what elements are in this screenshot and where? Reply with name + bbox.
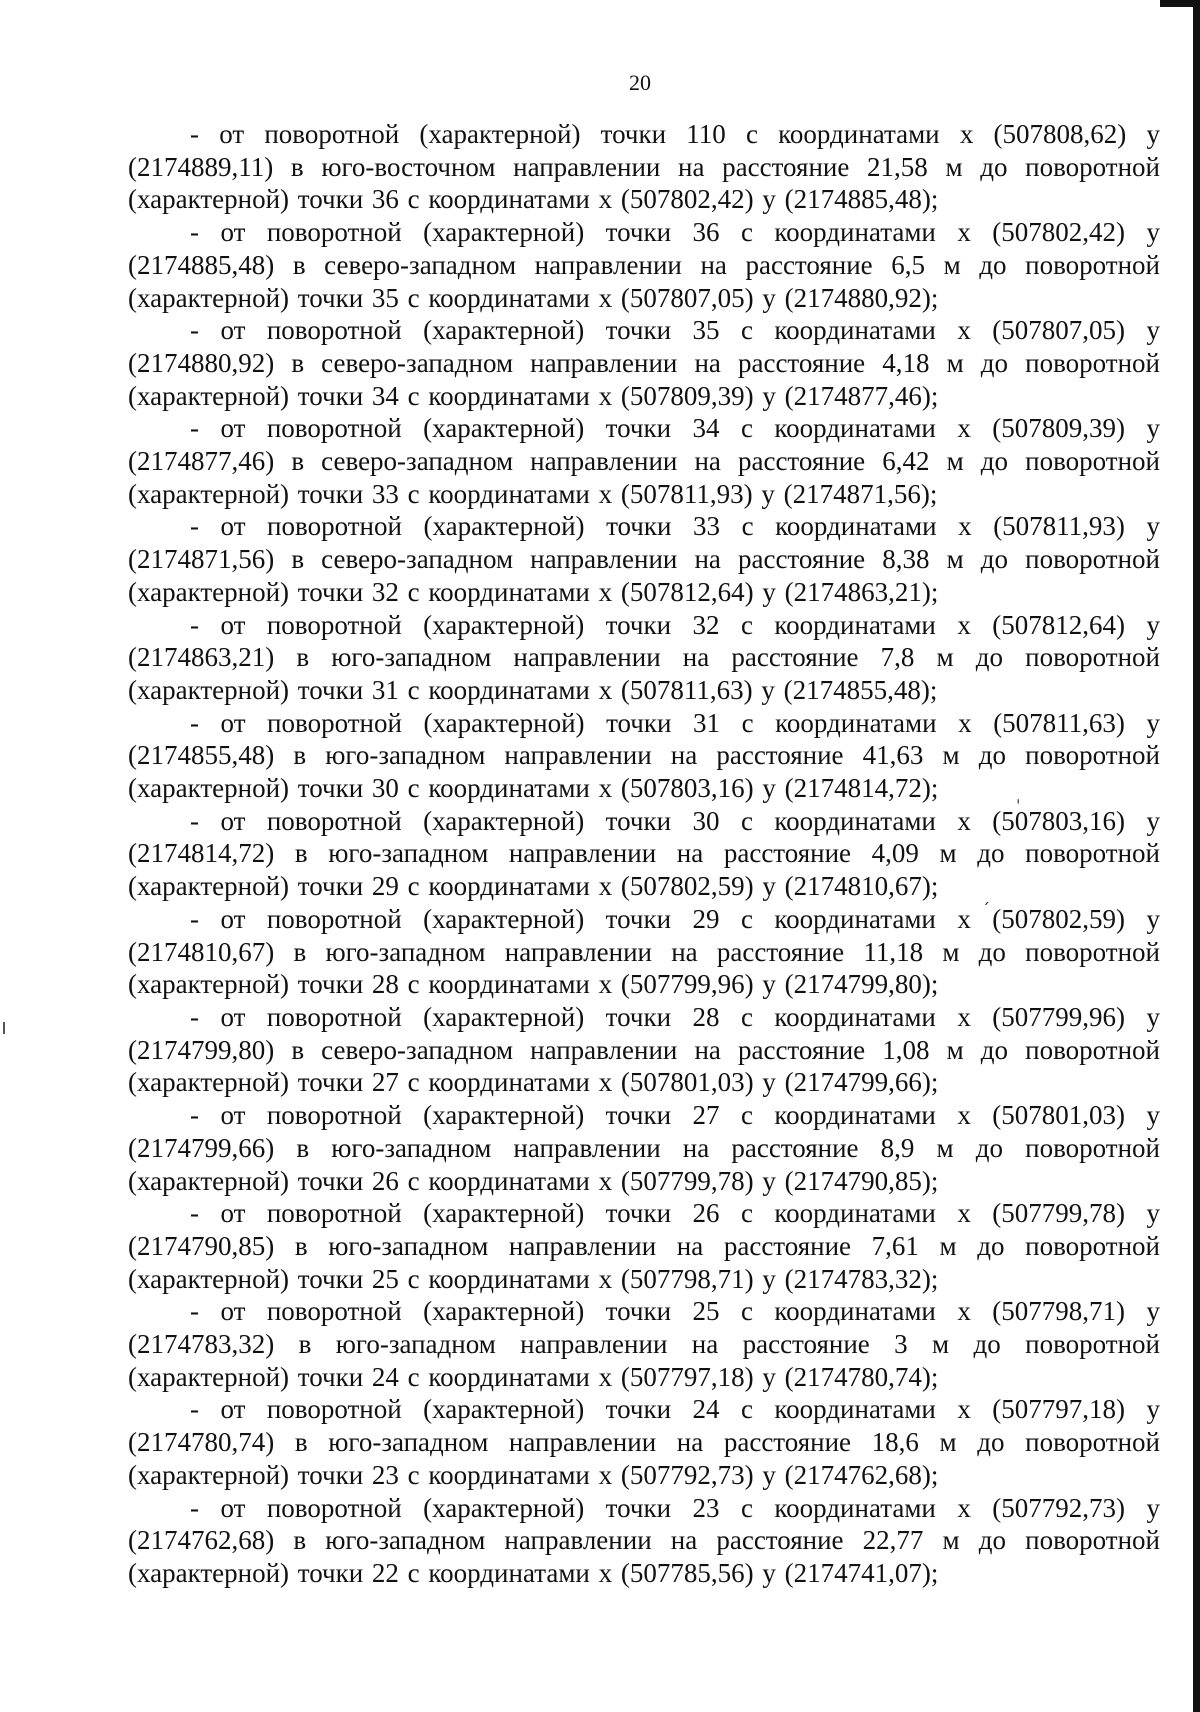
boundary-segment: - от поворотной (характерной) точки 34 с координатами х (507809,39) у (2174877,46) в северо-западном направлении на расстояние 6,42 м до поворотной (характерной) точки 33 с координатами х (507811,93) у (2174871,56); (128, 413, 1160, 509)
boundary-segment: - от поворотной (характерной) точки 23 с координатами х (507792,73) у (2174762,68) в юго-западном направлении на расстояние 22,77 м до поворотной (характерной) точки 22 с координатами х (507785,56) у (2174741,07); (128, 1492, 1160, 1588)
boundary-segment: - от поворотной (характерной) точки 25 с координатами х (507798,71) у (2174783,32) в юго-западном направлении на расстояние 3 м до поворотной (характерной) точки 24 с координатами х (507797,18) у (2174780,74); (128, 1296, 1160, 1392)
boundary-segment: - от поворотной (характерной) точки 27 с координатами х (507801,03) у (2174799,66) в юго-западном направлении на расстояние 8,9 м до поворотной (характерной) точки 26 с координатами х (507799,78) у (2174790,85); (128, 1100, 1160, 1196)
scan-border-right (1193, 0, 1200, 1712)
boundary-segment: - от поворотной (характерной) точки 26 с координатами х (507799,78) у (2174790,85) в юго-западном направлении на расстояние 7,61 м до поворотной (характерной) точки 25 с координатами х (507798,71) у (2174783,32); (128, 1198, 1160, 1294)
boundary-segment: - от поворотной (характерной) точки 36 с координатами х (507802,42) у (2174885,48) в северо-западном направлении на расстояние 6,5 м до поворотной (характерной) точки 35 с координатами х (507807,05) у (2174880,92); (128, 217, 1160, 313)
pen-mark: ˏ (982, 886, 990, 905)
boundary-segment: - от поворотной (характерной) точки 24 с координатами х (507797,18) у (2174780,74) в юго-западном направлении на расстояние 18,6 м до поворотной (характерной) точки 23 с координатами х (507792,73) у (2174762,68); (128, 1394, 1160, 1490)
pen-mark: ˌ (1016, 786, 1021, 805)
boundary-segment: - от поворотной (характерной) точки 35 с координатами х (507807,05) у (2174880,92) в северо-западном направлении на расстояние 4,18 м до поворотной (характерной) точки 34 с координатами х (507809,39) у (2174877,46); (128, 315, 1160, 411)
boundary-segment: - от поворотной (характерной) точки 28 с координатами х (507799,96) у (2174799,80) в северо-западном направлении на расстояние 1,08 м до поворотной (характерной) точки 27 с координатами х (507801,03) у (2174799,66); (128, 1001, 1160, 1098)
boundary-segment: - от поворотной (характерной) точки 30 с координатами х (507803,16) у (2174814,72) в юго-западном направлении на расстояние 4,09 м до поворотной (характерной) точки 29 с координатами х (507802,59) у (2174810,67); (128, 805, 1160, 902)
boundary-segment: - от поворотной (характерной) точки 32 с координатами х (507812,64) у (2174863,21) в юго-западном направлении на расстояние 7,8 м до поворотной (характерной) точки 31 с координатами х (507811,63) у (2174855,48); (128, 609, 1160, 705)
scan-edge-mark (3, 1022, 5, 1034)
boundary-segment: - от поворотной (характерной) точки 33 с координатами х (507811,93) у (2174871,56) в северо-западном направлении на расстояние 8,38 м до поворотной (характерной) точки 32 с координатами х (507812,64) у (2174863,21); (128, 511, 1160, 607)
boundary-segment: - от поворотной (характерной) точки 110 с координатами х (507808,62) у (2174889,11) в юго-восточном направлении на расстояние 21,58 м до поворотной (характерной) точки 36 с координатами х (507802,42) у (2174885,48); (128, 119, 1160, 215)
boundary-segment: - от поворотной (характерной) точки 31 с координатами х (507811,63) у (2174855,48) в юго-западном направлении на расстояние 41,63 м до поворотной (характерной) точки 30 с координатами х (507803,16) у (2174814,72); (128, 707, 1160, 804)
page-number: 20 (629, 70, 651, 95)
boundary-description (128, 118, 1160, 1590)
boundary-segment: - от поворотной (характерной) точки 29 с координатами х (507802,59) у (2174810,67) в юго-западном направлении на расстояние 11,18 м до поворотной (характерной) точки 28 с координатами х (507799,96) у (2174799,80); (128, 903, 1160, 1000)
